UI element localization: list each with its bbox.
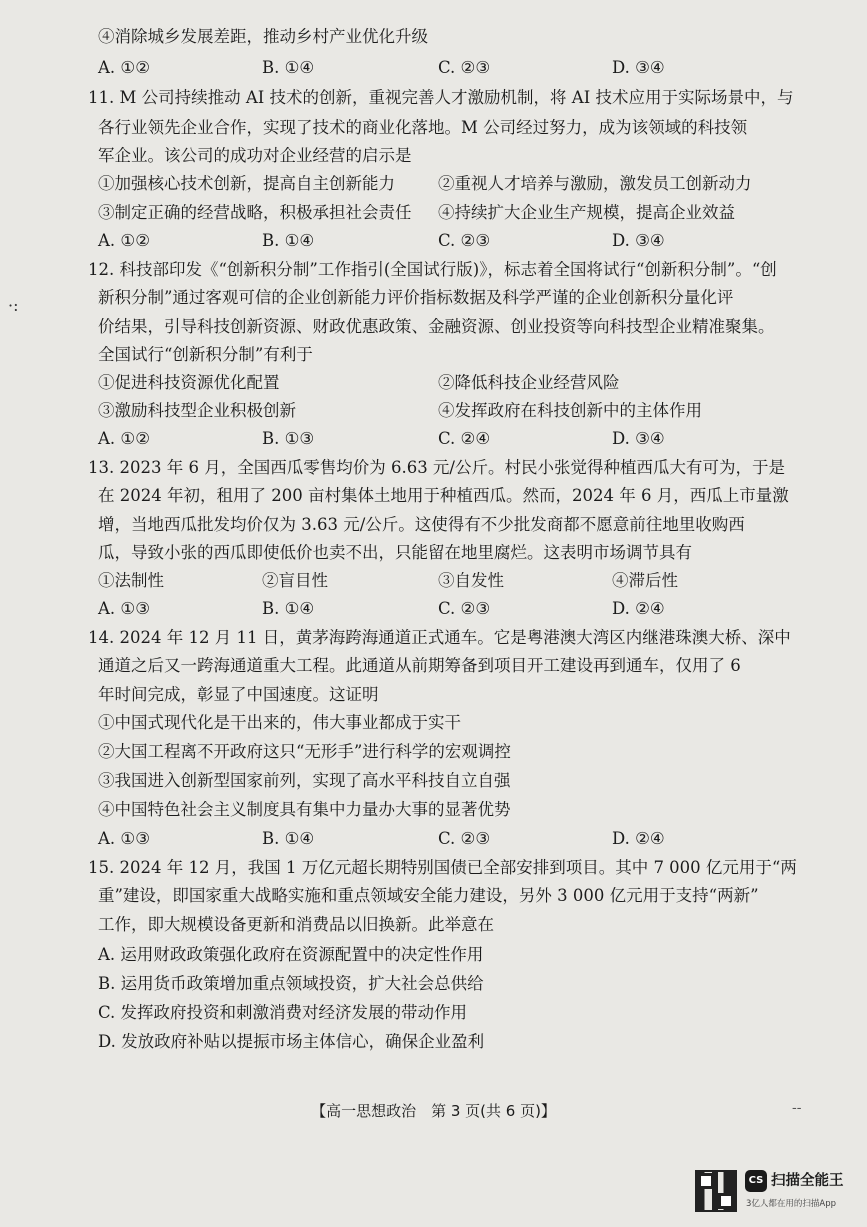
q15-option-c[interactable]: C. 发挥政府投资和刺激消费对经济发展的带动作用 xyxy=(98,1003,468,1022)
scanner-app-name: 扫描全能王 xyxy=(771,1173,844,1189)
q12-stem-line-4: 全国试行“创新积分制”有利于 xyxy=(98,345,313,364)
q12-choice-d[interactable]: D. ③④ xyxy=(612,429,665,448)
q11-choice-b[interactable]: B. ①④ xyxy=(262,231,315,250)
q12-stem-line-3: 价结果，引导科技创新资源、财政优惠政策、金融资源、创业投资等向科技型企业精准聚集。 xyxy=(98,317,775,336)
q15-option-a[interactable]: A. 运用财政政策强化政府在资源配置中的决定性作用 xyxy=(98,945,484,964)
q14-choice-c[interactable]: C. ②③ xyxy=(438,829,491,848)
q15-option-d[interactable]: D. 发放政府补贴以提振市场主体信心，确保企业盈利 xyxy=(98,1032,485,1051)
q13-stem-line-2: 在 2024 年初，租用了 200 亩村集体土地用于种植西瓜。然而，2024 年 6 月，西瓜上市量激 xyxy=(98,486,789,505)
q11-choice-c[interactable]: C. ②③ xyxy=(438,231,491,250)
q10-choice-c[interactable]: C. ②③ xyxy=(438,58,491,77)
q10-choice-d[interactable]: D. ③④ xyxy=(612,58,665,77)
q12-statement-4: ④发挥政府在科技创新中的主体作用 xyxy=(438,401,702,420)
q14-stem-line-1: 14. 2024 年 12 月 11 日，黄茅海跨海通道正式通车。它是粤港澳大湾区内继港珠澳大桥、深中 xyxy=(88,628,791,647)
q15-option-b[interactable]: B. 运用货币政策增加重点领域投资，扩大社会总供给 xyxy=(98,974,484,993)
q13-choice-c[interactable]: C. ②③ xyxy=(438,599,491,618)
q12-stem-line-1: 12. 科技部印发《“创新积分制”工作指引(全国试行版)》，标志着全国将试行“创新积分制”。“创 xyxy=(88,260,777,279)
q12-statement-2: ②降低科技企业经营风险 xyxy=(438,373,620,392)
q11-stem-line-1: 11. M 公司持续推动 AI 技术的创新，重视完善人才激励机制，将 AI 技术应用于实际场景中，与 xyxy=(88,88,794,107)
q10-statement-4: ④消除城乡发展差距，推动乡村产业优化升级 xyxy=(98,27,428,46)
scanner-tagline: 3亿人都在用的扫描App xyxy=(746,1199,837,1209)
q14-statement-3: ③我国进入创新型国家前列，实现了高水平科技自立自强 xyxy=(98,771,511,790)
q10-choice-b[interactable]: B. ①④ xyxy=(262,58,315,77)
q13-choice-b[interactable]: B. ①④ xyxy=(262,599,315,618)
q14-statement-1: ①中国式现代化是干出来的，伟大事业都成于实干 xyxy=(98,713,461,732)
footer-dash: -- xyxy=(792,1100,802,1116)
q15-stem-line-2: 重”建设，即国家重大战略实施和重点领域安全能力建设，另外 3 000 亿元用于支持“两新” xyxy=(98,886,759,905)
q12-choice-a[interactable]: A. ①② xyxy=(98,429,150,448)
q14-statement-2: ②大国工程离不开政府这只“无形手”进行科学的宏观调控 xyxy=(98,742,511,761)
q12-stem-line-2: 新积分制”通过客观可信的企业创新能力评价指标数据及科学严谨的企业创新积分量化评 xyxy=(98,288,734,307)
q11-statement-1: ①加强核心技术创新，提高自主创新能力 xyxy=(98,174,395,193)
q11-statement-3: ③制定正确的经营战略，积极承担社会责任 xyxy=(98,203,412,222)
q14-choice-a[interactable]: A. ①③ xyxy=(98,829,150,848)
q13-statement-2: ②盲目性 xyxy=(262,571,328,590)
q15-stem-line-3: 工作，即大规模设备更新和消费品以旧换新。此举意在 xyxy=(98,915,494,934)
q14-choice-d[interactable]: D. ②④ xyxy=(612,829,665,848)
q12-choice-c[interactable]: C. ②④ xyxy=(438,429,491,448)
q14-stem-line-3: 年时间完成，彰显了中国速度。这证明 xyxy=(98,685,379,704)
q10-choice-a[interactable]: A. ①② xyxy=(98,58,150,77)
q12-statement-1: ①促进科技资源优化配置 xyxy=(98,373,280,392)
q13-statement-3: ③自发性 xyxy=(438,571,504,590)
q13-stem-line-1: 13. 2023 年 6 月，全国西瓜零售均价为 6.63 元/公斤。村民小张觉得种植西瓜大有可为，于是 xyxy=(88,458,785,477)
q13-stem-line-4: 瓜，导致小张的西瓜即使低价也卖不出，只能留在地里腐烂。这表明市场调节具有 xyxy=(98,543,692,562)
q14-statement-4: ④中国特色社会主义制度具有集中力量办大事的显著优势 xyxy=(98,800,511,819)
q13-choice-d[interactable]: D. ②④ xyxy=(612,599,665,618)
margin-mark: ·: xyxy=(8,296,19,315)
q11-stem-line-3: 军企业。该公司的成功对企业经营的启示是 xyxy=(98,146,412,165)
q12-choice-b[interactable]: B. ①③ xyxy=(262,429,315,448)
q11-statement-4: ④持续扩大企业生产规模，提高企业效益 xyxy=(438,203,735,222)
q12-statement-3: ③激励科技型企业积极创新 xyxy=(98,401,296,420)
q14-choice-b[interactable]: B. ①④ xyxy=(262,829,315,848)
q11-choice-d[interactable]: D. ③④ xyxy=(612,231,665,250)
q13-statement-4: ④滞后性 xyxy=(612,571,678,590)
q11-statement-2: ②重视人才培养与激励，激发员工创新动力 xyxy=(438,174,752,193)
page-footer xyxy=(0,1100,867,1121)
q11-stem-line-2: 各行业领先企业合作，实现了技术的商业化落地。M 公司经过努力，成为该领域的科技领 xyxy=(98,118,748,137)
q13-statement-1: ①法制性 xyxy=(98,571,164,590)
qr-code-icon xyxy=(695,1170,737,1212)
q11-choice-a[interactable]: A. ①② xyxy=(98,231,150,250)
q13-stem-line-3: 增，当地西瓜批发均价仅为 3.63 元/公斤。这使得有不少批发商都不愿意前往地里收购西 xyxy=(98,515,745,534)
q15-stem-line-1: 15. 2024 年 12 月，我国 1 万亿元超长期特别国债已全部安排到项目。其中 7 000 亿元用于“两 xyxy=(88,858,797,877)
camscanner-logo-icon: CS xyxy=(745,1170,767,1192)
q13-choice-a[interactable]: A. ①③ xyxy=(98,599,150,618)
footer-text: 【高一思想政治 第 3 页(共 6 页)】 xyxy=(311,1102,556,1120)
q14-stem-line-2: 通道之后又一跨海通道重大工程。此通道从前期筹备到项目开工建设再到通车，仅用了 6 xyxy=(98,656,741,675)
